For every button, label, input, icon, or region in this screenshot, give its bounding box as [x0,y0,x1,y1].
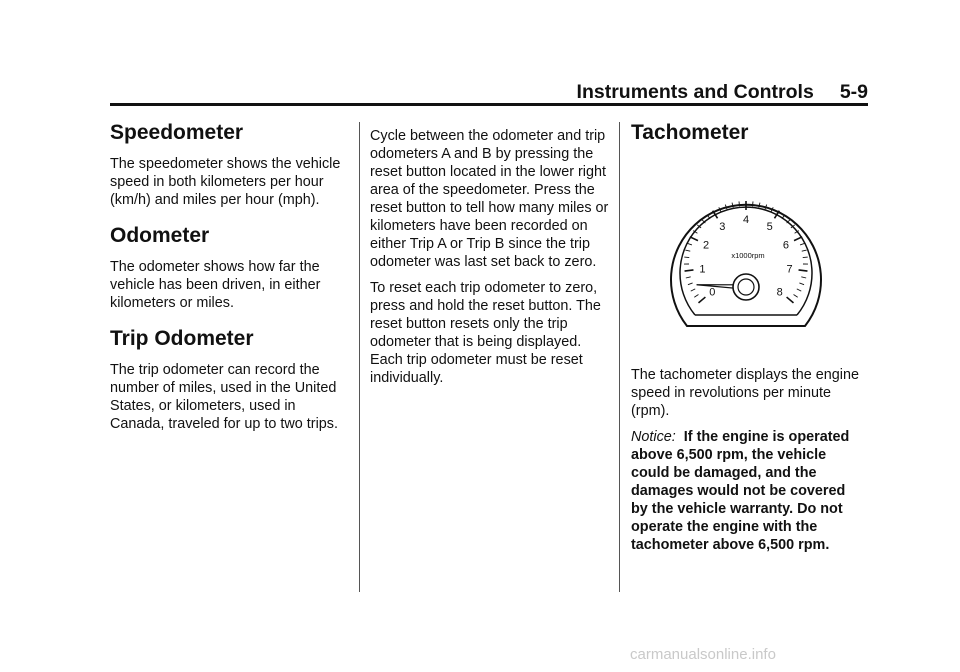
speedometer-heading: Speedometer [110,121,244,144]
reset-cycle-text: Cycle between the odometer and trip odometers A and B by pressing the reset button located in the lower right area of the speedometer. Press the reset button to tell how many miles or kilometers have been recorded on either Trip A or Trip B since the trip odometer was last set back to zero. [370,128,609,270]
gauge-number: 5 [766,220,773,233]
column-3-body [631,366,863,562]
gauge-major-tick [799,270,808,271]
gauge-minor-tick [687,243,692,245]
gauge-minor-tick [688,283,693,285]
gauge-number: 4 [742,214,750,226]
gauge-minor-tick [794,294,798,297]
gauge-minor-tick [801,277,806,278]
notice-paragraph [631,428,863,554]
tachometer-illustration [668,182,824,330]
gauge-number: 6 [782,239,789,252]
notice-text: If the engine is operated above 6,500 rpm, the vehicle could be damaged, and the damages would not be covered by the vehicle warranty. Do not operate the engine with the tachometer above 6,500 rpm. [631,429,850,553]
gauge-major-tick [787,297,794,303]
column-divider-1 [359,122,360,592]
gauge-minor-tick [802,250,807,251]
watermark: carmanualsonline.info [630,646,776,663]
gauge-minor-tick [800,243,805,245]
gauge-major-tick [794,237,802,241]
tachometer-gauge [668,182,824,330]
tachometer-text: The tachometer displays the engine speed in revolutions per minute (rpm). [631,367,859,419]
gauge-number: 7 [786,263,793,276]
gauge-unit-label: x1000rpm [731,251,765,260]
column-divider-2 [619,122,620,592]
odometer-heading: Odometer [110,224,210,247]
reset-zero-text: To reset each trip odometer to zero, press and hold the reset button. The reset button resets only the trip odometer that is being displayed. Each trip odometer must be reset individually. [370,280,601,386]
gauge-major-tick [699,297,706,303]
gauge-number: 1 [699,263,706,276]
speedometer-text: The speedometer shows the vehicle speed in both kilometers per hour (km/h) and miles per hour (mph). [110,156,341,208]
gauge-hub-inner [738,279,754,295]
column-2 [370,127,612,395]
gauge-major-tick [685,270,694,271]
odometer-text: The odometer shows how far the vehicle has been driven, in either kilometers or miles. [110,259,321,311]
tachometer-heading: Tachometer [631,121,749,144]
trip-odometer-text: The trip odometer can record the number of miles, used in the United States, or kilometers, used in Canada, traveled for up to two trips. [110,362,338,432]
trip-odometer-heading: Trip Odometer [110,327,254,350]
gauge-minor-tick [739,201,740,206]
column-3 [631,120,863,155]
gauge-minor-tick [799,283,804,285]
notice-label: Notice: [631,429,676,445]
page-header [110,80,868,104]
section-title: Instruments and Controls [576,81,814,103]
gauge-number: 8 [776,286,783,299]
gauge-minor-tick [752,201,753,206]
gauge-minor-tick [797,289,801,291]
header-rule [110,103,868,106]
gauge-minor-tick [691,289,695,291]
page-number: 5-9 [839,81,868,103]
gauge-minor-tick [685,250,690,251]
gauge-major-tick [690,237,698,241]
gauge-number: 3 [719,220,726,233]
gauge-minor-tick [694,294,698,297]
column-1 [110,120,350,441]
gauge-number: 0 [709,286,716,299]
gauge-minor-tick [686,277,691,278]
gauge-number: 2 [703,239,710,252]
